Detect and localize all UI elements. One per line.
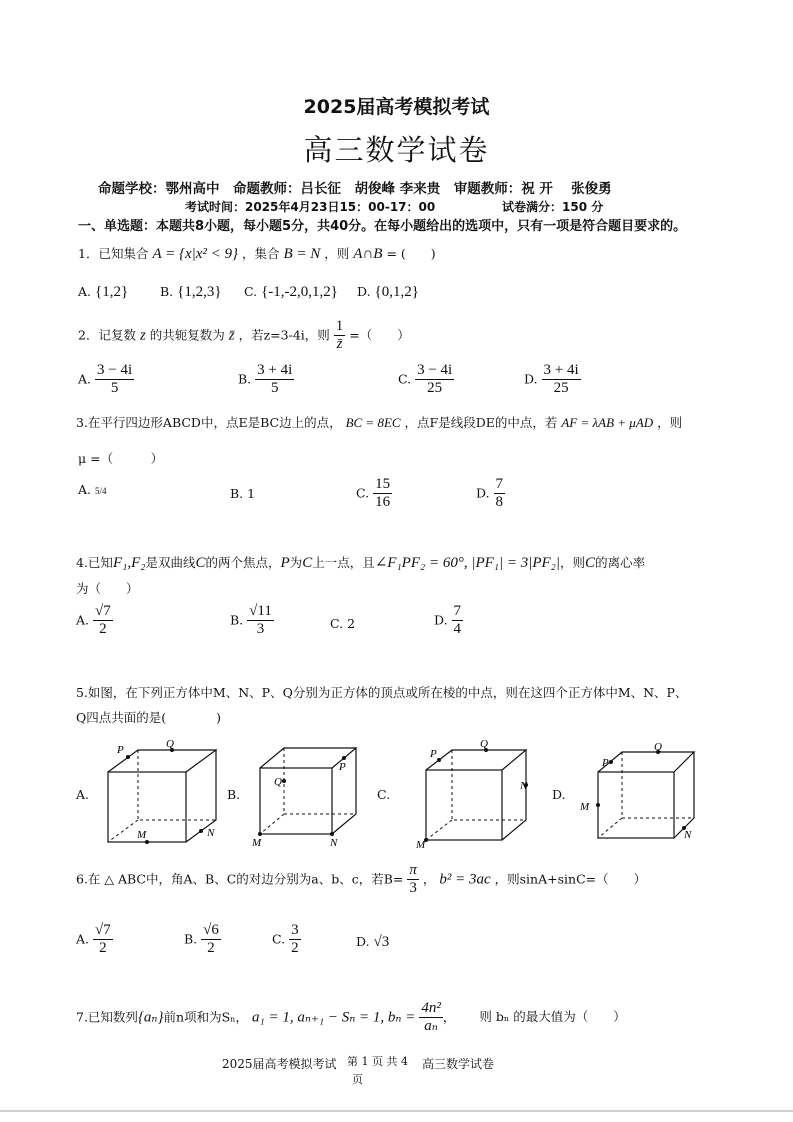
q7-text: 则 bₙ 的最大值为（ ） [479,1009,626,1025]
option-label: A. [78,284,92,299]
option-label: A. [78,482,92,497]
q6-option-b[interactable] [184,922,221,958]
numerator: 3 − 4i [415,362,454,380]
exam-score: 试卷满分：150 分 [502,200,604,214]
numerator: 3 + 4i [255,362,294,380]
q4-foci: F₁,F₂ [112,555,146,571]
denominator: 3 [409,880,417,897]
section-heading: 一、单选题：本题共8小题，每小题5分，共40分。在每小题给出的选项中，只有一项是符合题目要求的。 [78,219,687,234]
footer-page-wrap: 页 [352,1073,363,1086]
denominator: 3 [256,621,265,638]
option-value: 2 [347,616,356,631]
numerator: √7 [93,603,113,621]
q3-line2: μ =（ ） [78,451,164,466]
point-label: P [117,744,124,756]
option-fraction [415,362,454,398]
option-label: B. [238,371,252,387]
option-label: B. [184,931,198,947]
q7-text: 前n项和为Sₙ， [163,1009,249,1025]
option-label: C. [398,371,412,387]
question-7 [76,1000,626,1036]
denominator: 25 [427,380,443,397]
option-fraction [289,922,301,958]
q3-vector-eq: AF = λAB + μAD [561,415,654,430]
q1-text: ，则 [324,246,350,261]
q5-option-c[interactable]: C. [377,787,391,802]
q2-z: z [139,327,146,344]
footer-page: 第 1 页 共 4 [347,1055,408,1068]
q4-curve: C [195,555,206,571]
option-fraction [93,922,113,958]
q6-text: ，则sinA+sinC=（ ） [494,871,647,887]
q6-option-d[interactable] [356,934,389,951]
option-fraction [452,603,464,639]
option-value: √3 [373,934,390,950]
q5-option-a[interactable]: A. [76,787,90,802]
q1-option-a[interactable] [78,284,128,301]
option-label: D. [524,371,538,387]
q1-option-d[interactable] [357,284,419,301]
q5-option-b[interactable]: B. [227,787,241,802]
q1-text: = ( ) [386,246,436,261]
option-fraction [255,362,294,398]
q5-option-d[interactable]: D. [552,787,566,802]
q1-option-b[interactable] [160,284,222,301]
numerator: 1 [334,318,346,336]
q2-text: 的共轭复数为 [149,327,225,343]
point-label: Q [166,738,174,750]
option-fraction [494,476,506,512]
q4-text: ，则 [560,555,586,570]
q7-text: 7.已知数列 [76,1009,138,1025]
q4-text: 的两个焦点， [205,555,281,570]
q1-set-a: A = {x|x² < 9} [152,246,239,262]
q5-line1: 5.如图，在下列正方体中M、N、P、Q分别为正方体的顶点或所在棱的中点，则在这四个正方体中M、N、P、 [76,685,688,700]
denominator: 8 [495,494,504,511]
q4-option-b[interactable] [230,603,274,639]
q2-zbar: z̄ [228,327,235,344]
denominator: 2 [207,940,215,957]
question-2 [78,318,410,354]
q3-option-d[interactable] [476,476,505,512]
q4-option-c[interactable] [330,616,355,631]
denominator: aₙ [424,1018,438,1035]
option-label: C. [272,931,286,947]
option-label: C. [244,284,258,299]
point-label: M [580,801,590,813]
numerator: 7 [452,603,464,621]
question-4 [76,553,645,572]
q3-text: 3.在平行四边形ABCD中，点E是BC边上的点， [76,415,342,430]
q4-condition: ∠F₁PF₂ = 60°, |PF₁| = 3|PF₂| [374,555,561,571]
denominator: 5 [270,380,279,397]
q1-option-c[interactable] [244,284,338,301]
q2-fraction [334,318,346,354]
denominator: 16 [375,494,391,511]
q1-expr: A∩B [353,246,383,262]
option-fraction [373,476,392,512]
option-label: D. [476,485,490,501]
option-label: D. [434,612,448,628]
point-label: N [520,780,528,792]
paper-title: 高三数学试卷 [303,133,490,167]
q2-text: =（ ） [349,327,410,343]
q4-curve: C [585,555,596,571]
numerator: √6 [201,922,221,940]
q1-text: 1．已知集合 [78,246,149,261]
q5-cube-a [100,738,230,848]
point-label: Q [274,776,282,788]
exam-time: 考试时间：2025年4月23日15：00-17：00 [185,200,436,214]
question-3 [76,413,682,431]
option-fraction [201,922,221,958]
q2-option-c[interactable] [398,362,454,398]
point-label: Q [654,741,662,753]
q3-option-a[interactable] [78,482,107,497]
point-label: Q [480,738,488,750]
exam-title: 2025届高考模拟考试 [303,96,490,118]
q6-fraction [407,862,419,898]
q3-text: ，点F是线段DE的中点，若 [404,415,558,430]
option-label: D. [356,934,370,949]
denominator: 2 [291,940,299,957]
point-label: P [339,761,346,773]
option-label: A. [76,612,90,628]
option-value: 5/4 [95,486,107,496]
denominator: 25 [553,380,569,397]
q4-text: 上一点，且 [312,555,375,570]
q7-condition: a₁ = 1, aₙ₊₁ − Sₙ = 1, bₙ = [252,1009,416,1026]
numerator: π [407,862,419,880]
q3-option-b[interactable] [230,486,255,501]
q5-cube-c [412,738,532,850]
q6-text: ， [422,871,436,887]
denominator: z̄ [336,336,343,353]
point-label: N [207,827,215,839]
point-label: P [430,748,437,760]
q4-text: 4.已知 [76,555,113,570]
q4-point: P [280,555,290,571]
option-fraction [542,362,581,398]
option-fraction [95,362,134,398]
page-bottom-divider [0,1110,793,1112]
q2-text: ，若z=3-4i，则 [238,327,330,343]
q3-vector-eq: BC = 8EC [345,415,401,430]
footer-right: 高三数学试卷 [422,1057,495,1071]
option-label: D. [357,284,371,299]
q5-cube-b [250,738,370,848]
q7-fraction [419,1000,443,1036]
q2-option-b[interactable] [238,362,294,398]
q7-sequence: {aₙ} [137,1009,164,1026]
q4-line2: 为（ ） [76,581,139,596]
footer-left: 2025届高考模拟考试 [222,1057,337,1071]
q6-text: 6.在 △ ABC中，角A、B、C的对边分别为a、b、c，若B= [76,871,404,887]
q4-text: 是双曲线 [145,555,196,570]
numerator: 3 + 4i [542,362,581,380]
setters-line: 命题学校：鄂州高中 命题教师：吕长征 胡俊峰 李来贵 审题教师：祝 开 张俊勇 [98,181,612,197]
q5-cube-d [578,738,703,848]
option-value: {0,1,2} [374,284,419,300]
option-label: A. [78,371,92,387]
denominator: 2 [99,940,107,957]
numerator: √7 [93,922,113,940]
q7-text: ， [442,1009,456,1025]
q3-text: ，则 [657,415,683,430]
q6-condition: b² = 3ac [439,871,491,888]
question-6 [76,862,646,898]
option-value: {-1,-2,0,1,2} [261,284,338,300]
option-label: C. [356,485,370,501]
option-label: C. [330,616,344,631]
denominator: 5 [110,380,119,397]
q4-text: 的离心率 [595,555,646,570]
q4-option-a[interactable] [76,603,113,639]
q4-curve: C [302,555,313,571]
q1-text: ，集合 [242,246,280,261]
numerator: 15 [373,476,392,494]
option-fraction [247,603,274,639]
option-label: A. [76,931,90,947]
point-label: M [252,837,262,848]
numerator: √11 [247,603,274,621]
option-label: B. [230,612,244,628]
numerator: 4n² [419,1000,443,1018]
q2-text: 2．记复数 [78,327,136,343]
q2-option-d[interactable] [524,362,581,398]
denominator: 4 [453,621,462,638]
point-label: N [330,837,338,848]
q4-option-d[interactable] [434,603,463,639]
option-value: {1,2,3} [177,284,222,300]
question-1 [78,244,436,263]
option-fraction [93,603,113,639]
numerator: 3 − 4i [95,362,134,380]
option-label: B. [230,486,244,501]
q6-option-a[interactable] [76,922,113,958]
q6-option-c[interactable] [272,922,301,958]
q5-line2: Q四点共面的是( ) [76,710,222,725]
numerator: 7 [494,476,506,494]
option-value: 1 [247,486,256,501]
q1-set-b: B = N [283,246,321,262]
point-label: M [416,839,426,850]
q3-option-c[interactable] [356,476,392,512]
numerator: 3 [289,922,301,940]
point-label: P [602,757,609,769]
point-label: M [137,829,147,841]
denominator: 2 [99,621,107,638]
option-label: B. [160,284,174,299]
q4-text: 为 [289,555,303,570]
option-value: {1,2} [95,284,129,300]
point-label: N [684,829,692,841]
q2-option-a[interactable] [78,362,134,398]
